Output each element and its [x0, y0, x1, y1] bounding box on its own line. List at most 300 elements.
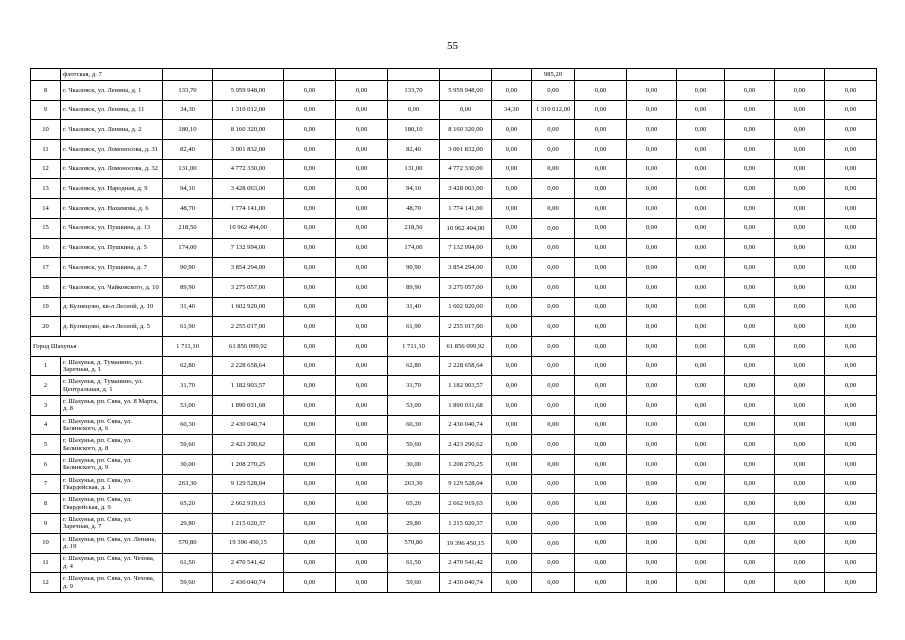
cell-value: 0,00: [284, 199, 336, 219]
cell-value: 263,30: [163, 474, 213, 494]
cell-value: 0,00: [284, 336, 336, 356]
cell-value: 1 215 020,37: [440, 514, 492, 534]
cell-value: 0,00: [336, 474, 388, 494]
table-row: [31, 238, 877, 258]
cell-value: 0,00: [336, 573, 388, 593]
cell-value: 0,00: [575, 159, 627, 179]
cell-value: 0,00: [532, 533, 575, 553]
cell-value: 0,00: [677, 356, 725, 376]
cell-value: 0,00: [575, 238, 627, 258]
cell: [440, 69, 492, 81]
cell-value: 89,90: [163, 277, 213, 297]
cell-value: 0,00: [532, 277, 575, 297]
cell-address: г. Чкаловск, ул. Народная, д. 9: [61, 179, 163, 199]
cell-value: 62,80: [388, 356, 440, 376]
cell-value: 29,80: [388, 514, 440, 534]
group-row: [31, 336, 877, 356]
cell-value: 0,00: [284, 396, 336, 416]
cell-value: 0,00: [336, 514, 388, 534]
cell-value: 0,00: [725, 356, 775, 376]
cell-value: 0,00: [677, 396, 725, 416]
cell-value: 29,80: [163, 514, 213, 534]
cell-value: 1 602 920,00: [213, 297, 284, 317]
cell-value: 1 774 141,00: [440, 199, 492, 219]
cell: [775, 69, 825, 81]
cell-value: 31,40: [388, 297, 440, 317]
cell-address: г. Шахунья, д. Туманино, ул. Центральная, д. 1: [61, 376, 163, 396]
cell-value: 0,00: [532, 455, 575, 475]
cell-value: 0,00: [492, 317, 532, 337]
cell-value: 9 129 528,04: [213, 474, 284, 494]
cell-address: г. Шахунья, рп. Сява, ул. Гвардейская, д. 1: [61, 474, 163, 494]
cell-address: г. Чкаловск, ул. Нахимова, д. 6: [61, 199, 163, 219]
cell-value: 0,00: [775, 258, 825, 278]
cell-address: г. Чкаловск, ул. Ленина, д. 11: [61, 100, 163, 120]
cell-value: 0,00: [775, 455, 825, 475]
cell-value: 0,00: [775, 415, 825, 435]
cell-value: 0,00: [775, 317, 825, 337]
cell-value: 0,00: [575, 81, 627, 101]
cell-value: 9 129 528,04: [440, 474, 492, 494]
cell-value: 0,00: [775, 120, 825, 140]
cell-value: 90,90: [388, 258, 440, 278]
cell-value: 0,00: [492, 218, 532, 238]
cell-address: г. Шахунья, рп. Сява, ул. Белинского, д. 9: [61, 455, 163, 475]
cell-value: 0,00: [575, 297, 627, 317]
cell-value: 1 208 270,25: [213, 455, 284, 475]
cell-value: 2 662 919,63: [213, 494, 284, 514]
cell-number: 16: [31, 238, 61, 258]
cell-value: 0,00: [575, 120, 627, 140]
cell-value: 0,00: [775, 396, 825, 416]
cell-value: 0,00: [492, 356, 532, 376]
cell-value: 61,50: [163, 553, 213, 573]
cell-value: 2 423 290,62: [213, 435, 284, 455]
cell-value: 0,00: [492, 297, 532, 317]
cell-value: 0,00: [284, 455, 336, 475]
cell-number: 6: [31, 455, 61, 475]
cell-value: 5 959 948,00: [440, 81, 492, 101]
cell-value: 0,00: [575, 494, 627, 514]
cell-value: 2 430 040,74: [440, 573, 492, 593]
cell-value: 0,00: [532, 494, 575, 514]
cell-value: 0,00: [492, 159, 532, 179]
cell-value: 0,00: [627, 297, 677, 317]
cell-number: 4: [31, 415, 61, 435]
cell-value: 0,00: [532, 474, 575, 494]
cell-value: 0,00: [725, 81, 775, 101]
table-row: [31, 573, 877, 593]
cell-value: 0,00: [336, 494, 388, 514]
cell: [388, 69, 440, 81]
table-row: [31, 277, 877, 297]
cell-value: 0,00: [775, 435, 825, 455]
cell-value: 0,00: [627, 120, 677, 140]
cell-value: 0,00: [627, 159, 677, 179]
cell-value: 0,00: [336, 396, 388, 416]
cell-value: 65,20: [163, 494, 213, 514]
cell-value: 0,00: [725, 140, 775, 160]
cell-value: 0,00: [627, 573, 677, 593]
cell-address: г. Шахунья, рп. Сява, ул. Ленина, д. 19: [61, 533, 163, 553]
cell-value: 0,00: [336, 277, 388, 297]
cell-value: 0,00: [775, 277, 825, 297]
cell-value: 0,00: [532, 218, 575, 238]
cell-value: 10 962 494,00: [213, 218, 284, 238]
cell-number: 8: [31, 81, 61, 101]
cell-value: 0,00: [775, 81, 825, 101]
cell-value: 0,00: [627, 435, 677, 455]
cell-value: 3 854 294,00: [213, 258, 284, 278]
cell-value: 0,00: [284, 238, 336, 258]
cell-value: 0,00: [336, 100, 388, 120]
cell-value: 0,00: [284, 100, 336, 120]
cell-value: 0,00: [532, 356, 575, 376]
cell-value: 0,00: [532, 573, 575, 593]
cell-value: 0,00: [492, 415, 532, 435]
cell-value: 0,00: [575, 435, 627, 455]
cell-number: 10: [31, 120, 61, 140]
cell-number: 8: [31, 494, 61, 514]
cell-value: 0,00: [575, 199, 627, 219]
cell-value: 0,00: [492, 474, 532, 494]
cell-value: 0,00: [492, 120, 532, 140]
table-row: [31, 474, 877, 494]
cell-number: 11: [31, 140, 61, 160]
cell-value: 0,00: [725, 238, 775, 258]
cell-value: 19 396 450,15: [440, 533, 492, 553]
cell-number: 18: [31, 277, 61, 297]
cell-value: 65,20: [388, 494, 440, 514]
cell-number: 14: [31, 199, 61, 219]
cell-value: 0,00: [284, 376, 336, 396]
cell-value: 0,00: [575, 356, 627, 376]
cell-value: 0,00: [825, 573, 877, 593]
cell-value: 0,00: [627, 474, 677, 494]
cell-value: 0,00: [677, 474, 725, 494]
cell-value: 0,00: [677, 159, 725, 179]
table-row: [31, 81, 877, 101]
cell-number: 20: [31, 317, 61, 337]
cell-value: 0,00: [627, 277, 677, 297]
cell-value: 90,90: [163, 258, 213, 278]
cell-value: 0,00: [825, 297, 877, 317]
cell-value: 0,00: [336, 179, 388, 199]
cell-value: 0,00: [575, 573, 627, 593]
cell-value: 0,00: [627, 218, 677, 238]
cell-value: 61 856 099,92: [440, 336, 492, 356]
cell-value: 0,00: [825, 415, 877, 435]
cell-value: 0,00: [677, 199, 725, 219]
table-row: [31, 533, 877, 553]
cell-address: г. Шахунья, рп. Сява, ул. Гвардейская, д. 9: [61, 494, 163, 514]
cell-value: 0,00: [627, 179, 677, 199]
cell-address: г. Шахунья, рп. Сява, ул. 8 Марта, д. 8: [61, 396, 163, 416]
cell-value: 1 182 903,57: [440, 376, 492, 396]
cell-value: 2 430 040,74: [213, 415, 284, 435]
cell-value: 53,00: [388, 396, 440, 416]
cell-value: 0,00: [725, 474, 775, 494]
cell-value: 0,00: [336, 159, 388, 179]
cell-value: 5 959 948,00: [213, 81, 284, 101]
cell-value: 0,00: [627, 238, 677, 258]
cell-value: 0,00: [575, 317, 627, 337]
cell-value: 62,80: [163, 356, 213, 376]
cell-value: 0,00: [825, 317, 877, 337]
cell-value: 0,00: [627, 533, 677, 553]
cell-value: 0,00: [775, 533, 825, 553]
cell-value: 0,00: [575, 474, 627, 494]
cell-value: 0,00: [532, 120, 575, 140]
cell-value: 0,00: [825, 159, 877, 179]
cell-value: 0,00: [336, 553, 388, 573]
cell-value: 0,00: [532, 81, 575, 101]
cell-value: 2 430 040,74: [213, 573, 284, 593]
cell-value: 1 182 903,57: [213, 376, 284, 396]
cell-value: 3 275 057,00: [213, 277, 284, 297]
cell-value: 1 890 031,68: [440, 396, 492, 416]
cell-value: 0,00: [775, 238, 825, 258]
cell-value: 0,00: [627, 494, 677, 514]
cell-value: 0,00: [775, 100, 825, 120]
cell-value: 0,00: [492, 81, 532, 101]
cell-value: 131,00: [163, 159, 213, 179]
cell-number: 12: [31, 573, 61, 593]
cell-value: 2 423 290,62: [440, 435, 492, 455]
table-body: [31, 69, 877, 593]
cell-value: 0,00: [284, 120, 336, 140]
cell-value: 2 255 017,00: [440, 317, 492, 337]
cell-number: [31, 69, 61, 81]
cell-value: 0,00: [575, 179, 627, 199]
cell-value: 0,00: [825, 218, 877, 238]
cell-value: 59,60: [388, 435, 440, 455]
cell-value: 0,00: [775, 573, 825, 593]
cell-value: 1 310 012,00: [213, 100, 284, 120]
cell-number: 11: [31, 553, 61, 573]
cell-value: 60,30: [388, 415, 440, 435]
cell-value: 0,00: [284, 297, 336, 317]
cell-value: 0,00: [677, 415, 725, 435]
cell-value: 0,00: [825, 435, 877, 455]
cell-value: 131,00: [388, 159, 440, 179]
table-row: [31, 297, 877, 317]
cell-value: 0,00: [775, 159, 825, 179]
cell-value: 0,00: [775, 474, 825, 494]
cell-value: 0,00: [336, 415, 388, 435]
data-table: [30, 68, 877, 593]
cell-value: 0,00: [825, 140, 877, 160]
cell-value: 0,00: [825, 277, 877, 297]
cell-address: г. Шахунья, рп. Сява, ул. Белинского, д. 8: [61, 435, 163, 455]
cell-value: 0,00: [677, 455, 725, 475]
cell-value: 0,00: [775, 218, 825, 238]
cell-value: 10 962 494,00: [440, 218, 492, 238]
cell-value: 60,30: [163, 415, 213, 435]
cell-value: 31,70: [388, 376, 440, 396]
cell-value: 0,00: [336, 356, 388, 376]
cell-value: 0,00: [725, 297, 775, 317]
cell-value: 0,00: [825, 238, 877, 258]
cell-value: 0,00: [492, 277, 532, 297]
cell-value: 174,00: [388, 238, 440, 258]
cell-value: 0,00: [677, 573, 725, 593]
cell-value: 0,00: [627, 376, 677, 396]
cell-value: 0,00: [627, 81, 677, 101]
cell-value: 0,00: [492, 376, 532, 396]
cell-value: 0,00: [825, 258, 877, 278]
cell-value: 0,00: [825, 199, 877, 219]
cell-value: 82,40: [388, 140, 440, 160]
cell-value: 0,00: [492, 455, 532, 475]
cell-value: 0,00: [575, 455, 627, 475]
cell: [677, 69, 725, 81]
cell-value: 61,90: [388, 317, 440, 337]
cell: [725, 69, 775, 81]
cell-value: 3 854 294,00: [440, 258, 492, 278]
cell-value: 0,00: [532, 396, 575, 416]
cell-value: 0,00: [725, 533, 775, 553]
cell-value: 0,00: [677, 553, 725, 573]
cell-value: 31,40: [163, 297, 213, 317]
cell-number: 19: [31, 297, 61, 317]
cell-value: 180,10: [388, 120, 440, 140]
cell-value: 0,00: [284, 81, 336, 101]
cell-value: 570,80: [163, 533, 213, 553]
cell-value: 0,00: [575, 258, 627, 278]
cell-value: 0,00: [575, 376, 627, 396]
cell-value: 0,00: [336, 81, 388, 101]
cell-value: 0,00: [284, 415, 336, 435]
table-row: [31, 376, 877, 396]
cell: [284, 69, 336, 81]
cell-address: г. Шахунья, рп. Сява, ул. Чехова, д. 4: [61, 553, 163, 573]
cell-address: г. Чкаловск, ул. Пушкина, д. 5: [61, 238, 163, 258]
cell-value: 0,00: [575, 415, 627, 435]
cell-value: 0,00: [627, 100, 677, 120]
cell-address: флотская, д. 7: [61, 69, 163, 81]
cell-number: 7: [31, 474, 61, 494]
cell-value: 218,50: [388, 218, 440, 238]
cell-value: 0,00: [336, 336, 388, 356]
cell-value: 0,00: [575, 336, 627, 356]
cell-value: 94,10: [163, 179, 213, 199]
cell-value: 0,00: [775, 297, 825, 317]
cell-value: 0,00: [575, 396, 627, 416]
cell-value: 0,00: [532, 297, 575, 317]
cell-value: 0,00: [336, 140, 388, 160]
cell-value: 1 711,10: [163, 336, 213, 356]
cell-number: 3: [31, 396, 61, 416]
cell-value: 0,00: [492, 179, 532, 199]
cell-value: 0,00: [532, 179, 575, 199]
cell-value: 0,00: [336, 218, 388, 238]
cell-value: 0,00: [440, 100, 492, 120]
cell-value: 3 001 832,00: [440, 140, 492, 160]
page-number: 55: [447, 40, 458, 52]
cell-value: 0,00: [725, 199, 775, 219]
cell-value: 48,70: [388, 199, 440, 219]
cell-value: 30,00: [388, 455, 440, 475]
table-row: [31, 553, 877, 573]
cell-value: 0,00: [725, 159, 775, 179]
cell-value: 0,00: [725, 396, 775, 416]
cell-value: 7 132 994,00: [213, 238, 284, 258]
cell-value: 3 428 063,00: [440, 179, 492, 199]
cell-value: 61,90: [163, 317, 213, 337]
cell-value: 0,00: [677, 81, 725, 101]
cell-value: 0,00: [575, 533, 627, 553]
cell-value: 0,00: [336, 120, 388, 140]
table-row: [31, 100, 877, 120]
cell-address: г. Чкаловск, ул. Ломоносова, д. 32: [61, 159, 163, 179]
table-row: [31, 317, 877, 337]
cell-value: 0,00: [492, 533, 532, 553]
cell: [492, 69, 532, 81]
cell-value: 0,00: [677, 533, 725, 553]
cell-value: 0,00: [336, 317, 388, 337]
cell-value: 0,00: [825, 100, 877, 120]
cell-value: 0,00: [284, 435, 336, 455]
table-row: [31, 218, 877, 238]
cell-value: 0,00: [627, 455, 677, 475]
cell-value: 0,00: [284, 258, 336, 278]
cell-value: 0,00: [725, 336, 775, 356]
cell-value: 0,00: [284, 573, 336, 593]
cell-value: 0,00: [725, 553, 775, 573]
cell-value: 0,00: [725, 415, 775, 435]
cell-value: 2 228 658,64: [213, 356, 284, 376]
cell-value: 48,70: [163, 199, 213, 219]
cell-value: 0,00: [825, 396, 877, 416]
cell-value: 0,00: [336, 376, 388, 396]
cell-value: 0,00: [532, 514, 575, 534]
cell-value: 89,90: [388, 277, 440, 297]
cell-total-cost: 985,20: [532, 69, 575, 81]
cell-value: 2 255 017,00: [213, 317, 284, 337]
cell-value: 0,00: [284, 533, 336, 553]
cell-value: 0,00: [677, 514, 725, 534]
cell-address: г. Чкаловск, ул. Ленина, д. 1: [61, 81, 163, 101]
cell-value: 0,00: [532, 159, 575, 179]
cell-value: 0,00: [725, 494, 775, 514]
cell-value: 34,30: [163, 100, 213, 120]
table-row: [31, 396, 877, 416]
cell-address: г. Чкаловск, ул. Пушкина, д. 13: [61, 218, 163, 238]
cell-value: 0,00: [492, 336, 532, 356]
cell-value: 0,00: [492, 258, 532, 278]
cell: [213, 69, 284, 81]
cell-value: 0,00: [677, 494, 725, 514]
cell-value: 0,00: [775, 514, 825, 534]
cell-value: 8 160 320,00: [213, 120, 284, 140]
cell-value: 133,70: [388, 81, 440, 101]
cell-number: 5: [31, 435, 61, 455]
table-row: [31, 514, 877, 534]
cell-value: 2 470 541,42: [213, 553, 284, 573]
cell-value: 59,60: [388, 573, 440, 593]
cell-address: г. Шахунья, рп. Сява, ул. Чехова, д. 9: [61, 573, 163, 593]
table-row: [31, 120, 877, 140]
cell-value: 0,00: [388, 100, 440, 120]
cell-value: 0,00: [284, 179, 336, 199]
group-title: Город Шахунья: [31, 336, 163, 356]
cell-value: 0,00: [775, 553, 825, 573]
table-row: [31, 494, 877, 514]
cell-value: 0,00: [677, 277, 725, 297]
cell-value: 1 208 270,25: [440, 455, 492, 475]
cell-value: 0,00: [492, 553, 532, 573]
